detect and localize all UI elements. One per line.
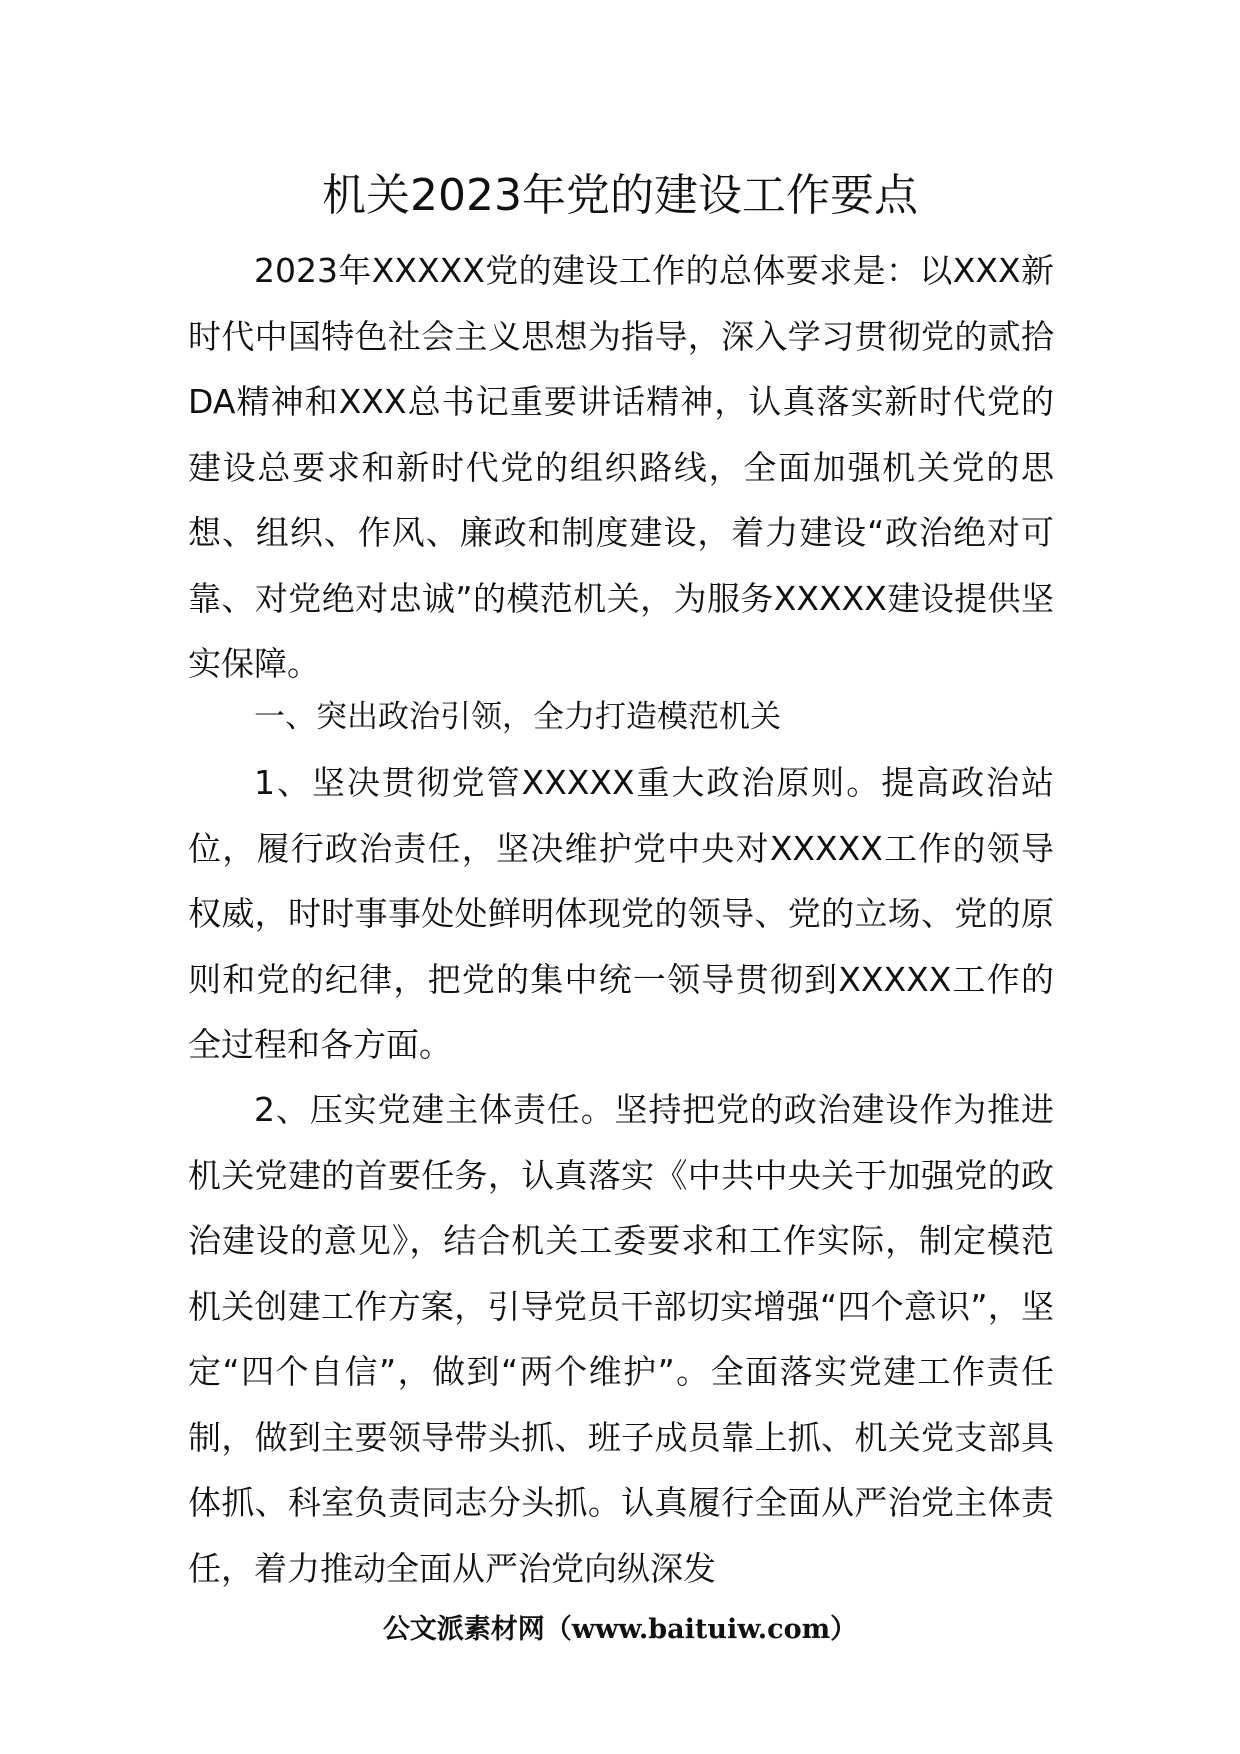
paragraph-item-2: 2、压实党建主体责任。坚持把党的政治建设作为推进机关党建的首要任务，认真落实《中共中央关于加强党的政治建设的意见》，结合机关工委要求和工作实际，制定模范机关创建工作方案，引导党员干部切实增强“四个意识”，坚定“四个自信”，做到“两个维护”。全面落实党建工作责任制，做到主要领导带头抓、班子成员靠上抓、机关党支部具体抓、科室负责同志分头抓。认真履行全面从严治党主体责任，着力推动全面从严治党向纵深发 <box>188 1090 1054 1588</box>
intro-paragraph: 2023年XXXXX党的建设工作的总体要求是：以XXX新时代中国特色社会主义思想为指导，深入学习贯彻党的贰拾DA精神和XXX总书记重要讲话精神，认真落实新时代党的建设总要求和新时代党的组织路线，全面加强机关党的思想、组织、作风、廉政和制度建设，着力建设“政治绝对可靠、对党绝对忠诚”的模范机关，为服务XXXXX建设提供坚实保障。 <box>188 251 1054 683</box>
section-heading: 一、突出政治引领，全力打造模范机关 <box>254 699 781 735</box>
document-title: 机关2023年党的建设工作要点 <box>322 170 918 221</box>
footer-watermark: 公文派素材网（www.baituiw.com） <box>382 1614 858 1645</box>
paragraph-item-1: 1、坚决贯彻党管XXXXX重大政治原则。提高政治站位，履行政治责任，坚决维护党中央对XXXXX工作的领导权威，时时事事处处鲜明体现党的领导、党的立场、党的原则和党的纪律，把党的集中统一领导贯彻到XXXXX工作的全过程和各方面。 <box>188 763 1054 1064</box>
